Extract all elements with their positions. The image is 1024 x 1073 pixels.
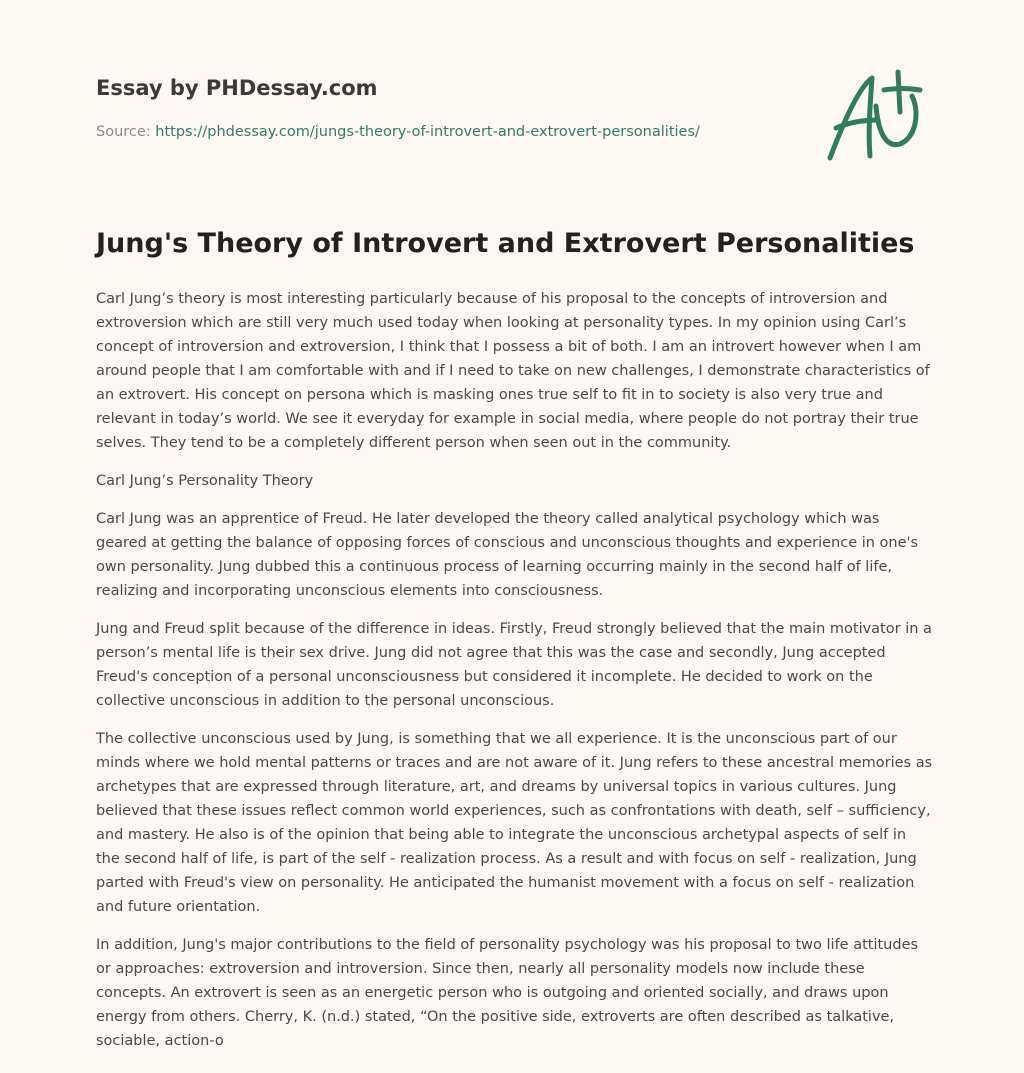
source-link[interactable]: https://phdessay.com/jungs-theory-of-introvert-and-extrovert-personalities/ xyxy=(155,124,700,140)
section-subheading: Carl Jung’s Personality Theory xyxy=(96,473,314,489)
paragraph: In addition, Jung's major contributions to the field of personality psychology was his proposal to two life attitudes or approaches: extroversion and introversion. Since then, nearly all personality models now include these concepts. An extrovert is seen as an energetic person who is outgoing and oriented socially, and draws upon energy from others. Cherry, K. (n.d.) stated, “On the positive side, extroverts are often described as talkative, sociable, action-o xyxy=(96,937,919,1049)
site-brand: Essay by PHDessay.com xyxy=(96,76,378,100)
paragraph: The collective unconscious used by Jung, is something that we all experience. It is the unconscious part of our minds where we hold mental patterns or traces and are not aware of it. Jung refers to these ancestral memories as archetypes that are expressed through literature, art, and dreams by universal topics in various cultures. Jung believed that these issues reflect common world experiences, such as confrontations with death, self – sufficiency, and mastery. He also is of the opinion that being able to integrate the unconscious archetypal aspects of self in the second half of life, is part of the self - realization process. As a result and with focus on self - realization, Jung parted with Freud's view on personality. He anticipated the humanist movement with a focus on self - realization and future orientation. xyxy=(96,731,933,915)
paragraph: Jung and Freud split because of the difference in ideas. Firstly, Freud strongly believed that the main motivator in a person’s mental life is their sex drive. Jung did not agree that this was the case and secondly, Jung accepted Freud's conception of a personal unconsciousness but considered it incomplete. He decided to work on the collective unconscious in addition to the personal unconscious. xyxy=(96,621,932,709)
source-line xyxy=(96,124,700,140)
essay-title: Jung's Theory of Introvert and Extrovert Personalities xyxy=(96,228,915,259)
a-plus-logo-icon xyxy=(820,66,930,166)
essay-body xyxy=(96,287,934,1067)
paragraph-intro: Carl Jung’s theory is most interesting particularly because of his proposal to the concepts of introversion and extroversion which are still very much used today when looking at personality types. In my opinion using Carl’s concept of introversion and extroversion, I think that I possess a bit of both. I am an introvert however when I am around people that I am comfortable with and if I need to take on new challenges, I demonstrate characteristics of an extrovert. His concept on persona which is masking ones true self to fit in to society is also very true and relevant in today’s world. We see it everyday for example in social media, where people do not portray their true selves. They tend to be a completely different person when seen out in the community. xyxy=(96,291,930,451)
paragraph: Carl Jung was an apprentice of Freud. He later developed the theory called analytical psychology which was geared at getting the balance of opposing forces of conscious and unconscious thoughts and experience in one's own personality. Jung dubbed this a continuous process of learning occurring mainly in the second half of life, realizing and incorporating unconscious elements into consciousness. xyxy=(96,511,919,599)
source-label: Source: xyxy=(96,124,151,140)
